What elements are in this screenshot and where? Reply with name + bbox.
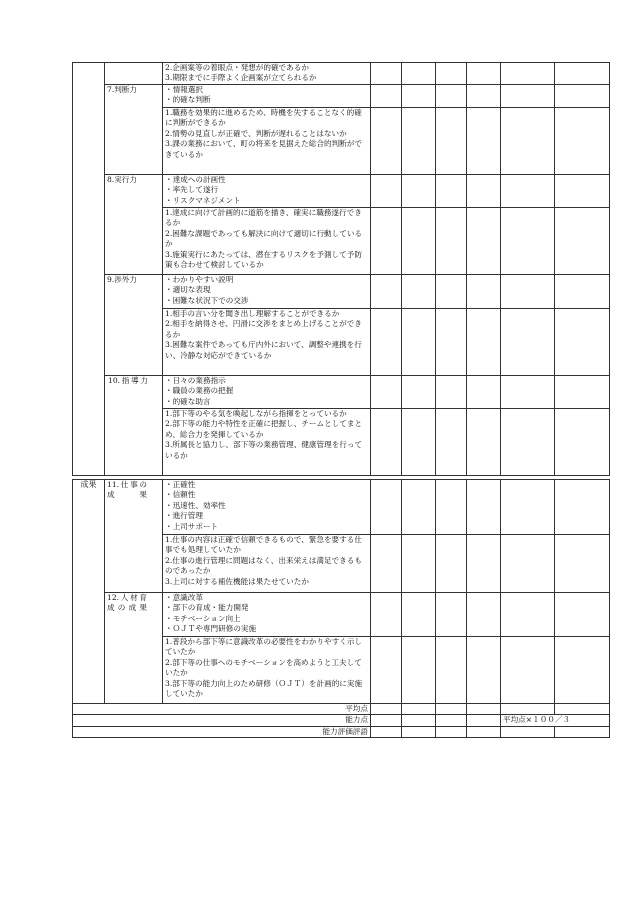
score-cell[interactable] xyxy=(436,376,467,409)
score-cell[interactable] xyxy=(467,85,501,108)
score-cell[interactable] xyxy=(467,208,501,275)
score-cell[interactable] xyxy=(467,63,501,85)
score-cell[interactable] xyxy=(501,275,555,309)
score-cell[interactable] xyxy=(436,726,467,737)
score-cell[interactable] xyxy=(371,108,402,175)
score-cell[interactable] xyxy=(402,726,436,737)
score-cell[interactable] xyxy=(371,704,402,715)
score-cell[interactable] xyxy=(555,704,610,715)
ability-label: 能力点 xyxy=(73,715,371,726)
score-cell[interactable] xyxy=(436,175,467,208)
score-cell[interactable] xyxy=(467,275,501,309)
section-10-viewpoints: ・日々の業務指示 ・職員の業務の把握 ・的確な助言 xyxy=(163,376,371,409)
score-cell[interactable] xyxy=(371,85,402,108)
score-cell[interactable] xyxy=(555,175,610,208)
section-8-name: 8.実行力 xyxy=(105,175,163,275)
score-cell[interactable] xyxy=(501,593,555,637)
score-cell[interactable] xyxy=(501,637,555,704)
score-cell[interactable] xyxy=(501,208,555,275)
score-cell[interactable] xyxy=(402,376,436,409)
section-7-items: 1.職務を効果的に進めるため、時機を失することなく的確に判断ができるか 2.情勢の見直しが正確で、判断が遅れることはないか 3.課の業務において、町の将来を見据えた総合的判断ができているか xyxy=(163,108,371,175)
score-cell[interactable] xyxy=(371,309,402,376)
score-cell[interactable] xyxy=(501,535,555,593)
score-cell[interactable] xyxy=(371,480,402,535)
score-cell[interactable] xyxy=(467,704,501,715)
score-cell[interactable] xyxy=(555,535,610,593)
score-cell[interactable] xyxy=(402,480,436,535)
section-7-viewpoints-row xyxy=(73,85,610,108)
score-cell[interactable] xyxy=(371,208,402,275)
score-cell[interactable] xyxy=(555,637,610,704)
score-cell[interactable] xyxy=(371,715,402,726)
section-8-viewpoints: ・達成への計画性 ・率先して遂行 ・リスクマネジメント xyxy=(163,175,371,208)
section-7-viewpoints: ・情報選択 ・的確な判断 xyxy=(163,85,371,108)
category-cell-empty xyxy=(73,63,105,476)
score-cell[interactable] xyxy=(467,593,501,637)
score-cell[interactable] xyxy=(501,726,555,737)
name-cell-empty xyxy=(105,63,163,85)
score-cell[interactable] xyxy=(371,409,402,476)
score-cell[interactable] xyxy=(371,593,402,637)
section-9-items: 1.相手の言い分を聞き出し理解することができるか 2.相手を納得させ、円滑に交渉をまとめ上げることができるか 3.困難な案件であっても庁内外において、調整や連携を行い、冷静な対応ができているか xyxy=(163,309,371,376)
score-cell[interactable] xyxy=(371,726,402,737)
score-cell[interactable] xyxy=(555,85,610,108)
score-cell[interactable] xyxy=(436,85,467,108)
continuation-items: 2.企画案等の着眼点・発想が的確であるか 3.期限までに手際よく企画案が立てられるか xyxy=(163,63,371,85)
score-cell[interactable] xyxy=(467,480,501,535)
section-11-name: 11.仕事の成果 xyxy=(105,480,163,593)
score-cell[interactable] xyxy=(467,535,501,593)
ability-formula: 平均点×１００／３ xyxy=(501,715,610,726)
score-cell[interactable] xyxy=(501,480,555,535)
section-11-viewpoints-row xyxy=(73,480,610,535)
score-cell[interactable] xyxy=(467,726,501,737)
score-cell[interactable] xyxy=(402,704,436,715)
score-cell[interactable] xyxy=(555,108,610,175)
score-cell[interactable] xyxy=(402,85,436,108)
score-cell[interactable] xyxy=(402,208,436,275)
section-10-items: 1.部下等のやる気を喚起しながら指揮をとっているか 2.部下等の能力や特性を正確に把握し、チームとしてまとめ、総合力を発揮しているか 3.所属長と協力し、部下等の業務管理、健康管理を行っているか xyxy=(163,409,371,476)
section-12-viewpoints: ・意識改革 ・部下の育成・能力開発 ・モチベーション向上 ・ＯＪＴや専門研修の実施 xyxy=(163,593,371,637)
score-cell[interactable] xyxy=(555,376,610,409)
score-cell[interactable] xyxy=(402,409,436,476)
score-cell[interactable] xyxy=(555,726,610,737)
score-cell[interactable] xyxy=(555,593,610,637)
section-9-viewpoints-row xyxy=(73,275,610,309)
score-cell[interactable] xyxy=(436,108,467,175)
score-cell[interactable] xyxy=(371,63,402,85)
score-cell[interactable] xyxy=(501,409,555,476)
score-cell[interactable] xyxy=(501,63,555,85)
score-cell[interactable] xyxy=(501,704,555,715)
score-cell[interactable] xyxy=(436,704,467,715)
score-cell[interactable] xyxy=(467,376,501,409)
score-cell[interactable] xyxy=(371,376,402,409)
score-cell[interactable] xyxy=(501,175,555,208)
score-cell[interactable] xyxy=(436,275,467,309)
score-cell[interactable] xyxy=(436,535,467,593)
score-cell[interactable] xyxy=(436,208,467,275)
score-cell[interactable] xyxy=(501,108,555,175)
ability-row xyxy=(73,715,610,726)
score-cell[interactable] xyxy=(371,637,402,704)
score-cell[interactable] xyxy=(402,637,436,704)
score-cell[interactable] xyxy=(467,409,501,476)
section-11-viewpoints: ・正確性 ・信頼性 ・迅速性、効率性 ・進行管理 ・上司サポート xyxy=(163,480,371,535)
score-cell[interactable] xyxy=(555,208,610,275)
score-cell[interactable] xyxy=(436,480,467,535)
score-cell[interactable] xyxy=(402,175,436,208)
score-cell[interactable] xyxy=(467,715,501,726)
score-cell[interactable] xyxy=(501,309,555,376)
score-cell[interactable] xyxy=(371,175,402,208)
score-cell[interactable] xyxy=(402,715,436,726)
score-cell[interactable] xyxy=(555,480,610,535)
average-row xyxy=(73,704,610,715)
score-cell[interactable] xyxy=(436,63,467,85)
continuation-row xyxy=(73,63,610,85)
score-cell[interactable] xyxy=(467,637,501,704)
score-cell[interactable] xyxy=(402,535,436,593)
results-table xyxy=(72,479,610,738)
evaluation-label: 能力評価評語 xyxy=(73,726,371,737)
score-cell[interactable] xyxy=(467,175,501,208)
score-cell[interactable] xyxy=(371,535,402,593)
score-cell[interactable] xyxy=(501,85,555,108)
score-cell[interactable] xyxy=(467,108,501,175)
score-cell[interactable] xyxy=(402,593,436,637)
score-cell[interactable] xyxy=(501,376,555,409)
score-cell[interactable] xyxy=(436,593,467,637)
evaluation-table xyxy=(72,62,610,476)
section-10-viewpoints-row xyxy=(73,376,610,409)
score-cell[interactable] xyxy=(555,63,610,85)
score-cell[interactable] xyxy=(467,309,501,376)
score-cell[interactable] xyxy=(555,275,610,309)
category-results: 成果 xyxy=(73,480,105,704)
section-7-name: 7.判断力 xyxy=(105,85,163,175)
section-9-viewpoints: ・わかりやすい説明 ・適切な表現 ・困難な状況下での交渉 xyxy=(163,275,371,309)
average-label: 平均点 xyxy=(73,704,371,715)
score-cell[interactable] xyxy=(371,275,402,309)
score-cell[interactable] xyxy=(402,108,436,175)
evaluation-row xyxy=(73,726,610,737)
score-cell[interactable] xyxy=(402,309,436,376)
score-cell[interactable] xyxy=(436,309,467,376)
section-11-items: 1.仕事の内容は正確で信頼できるもので、緊急を要する仕事でも処理していたか 2.仕事の進行管理に問題はなく、出来栄えは満足できるものであったか 3.上司に対する補佐機能は果たせていたか xyxy=(163,535,371,593)
score-cell[interactable] xyxy=(436,637,467,704)
section-8-items: 1.達成に向けて計画的に道筋を描き、確実に職務遂行できるか 2.困難な課題であっても解決に向けて適切に行動しているか 3.施策実行にあたっては、潜在するリスクを予測して予防策も合わせて検討しているか xyxy=(163,208,371,275)
section-8-viewpoints-row xyxy=(73,175,610,208)
section-10-name: 10.指導力 xyxy=(105,376,163,476)
score-cell[interactable] xyxy=(555,409,610,476)
score-cell[interactable] xyxy=(436,715,467,726)
score-cell[interactable] xyxy=(402,275,436,309)
section-12-name: 12.人材育成の成果 xyxy=(105,593,163,704)
score-cell[interactable] xyxy=(402,63,436,85)
section-9-name: 9.渉外力 xyxy=(105,275,163,376)
score-cell[interactable] xyxy=(436,409,467,476)
score-cell[interactable] xyxy=(555,309,610,376)
section-12-items: 1.普段から部下等に意識改革の必要性をわかりやすく示していたか 2.部下等の仕事へのモチベーションを高めようと工夫していたか 3.部下等の能力向上のため研修（ＯＪＴ）を計画的に実施していたか xyxy=(163,637,371,704)
section-12-viewpoints-row xyxy=(73,593,610,637)
